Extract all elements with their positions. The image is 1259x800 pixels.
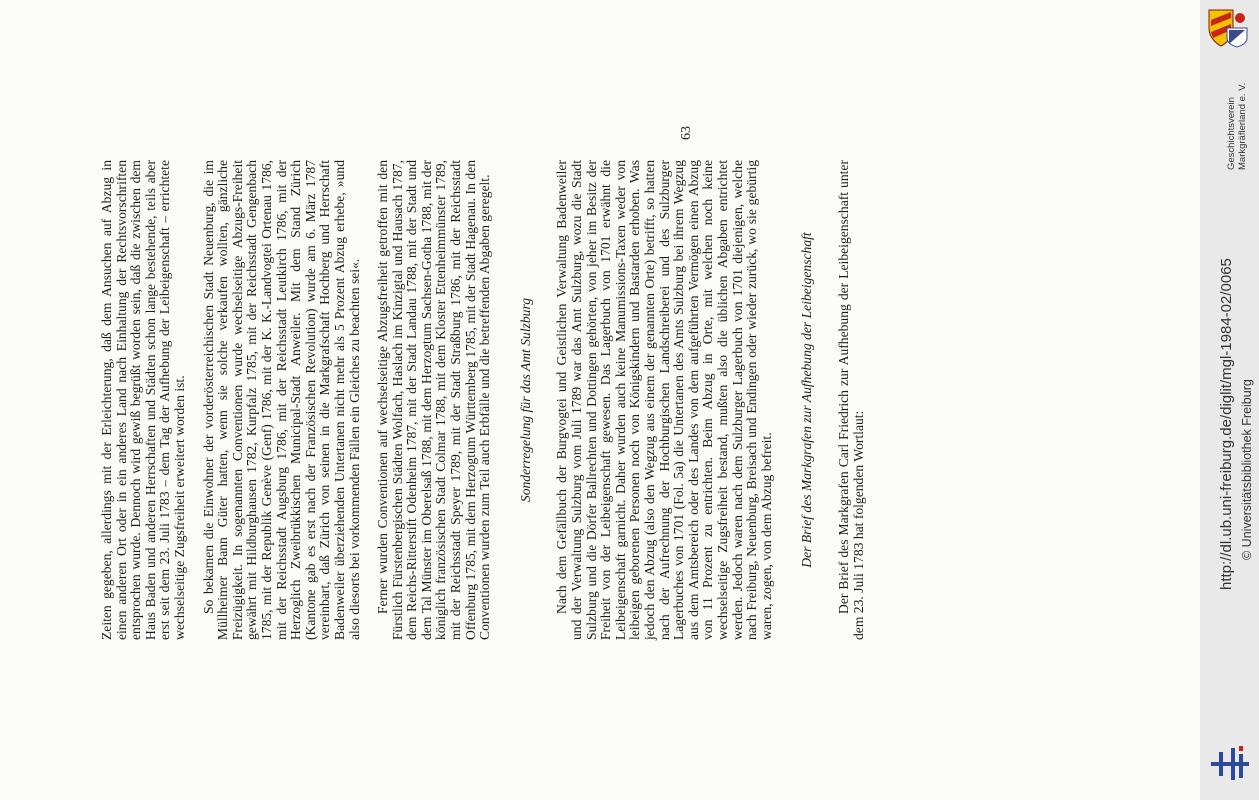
society-crest-icon (1207, 8, 1249, 48)
paragraph-2: So bekamen die Einwohner der vorderösterreichischen Stadt Neuenburg, die im Müllheimer Bann Güter hatten, wenn sie solche verkaufen wollten, gänzliche Freizügigkeit. In sogenannten Conventionen wurde wechselseitige Abzugs-Freiheit gewährt mit Hildburghausen 1782, Kurpfalz 1785, mit der Reichsstadt Gengenbach 1785, mit der Republik Genève (Genf) 1786, mit der K. K.-Landvogtei Ortenau 1786, mit der Reichsstadt Augsburg 1786, mit der Reichsstadt Leutkirch 1786, mit der Herzoglich Zweibrükkischen Municipal-Stadt Anweiler. Mit dem Stand Zürich (Kantone gab es erst nach der Französischen Revolution) wurde am 6. März 1787 vereinbart, daß Zürich von seinen in die Markgrafschaft Hochberg und Herrschaft Badenweiler überziehenden Untertanen nicht mehr als 5 Prozent Abzug erhebe, »und also diesorts bei vorkommenden Fällen ein Gleiches zu beachten sei«. (200, 160, 362, 640)
paragraph-3: Ferner wurden Conventionen auf wechselseitige Abzugsfreiheit getroffen mit den Fürstlich Fürstenbergischen Städten Wolfach, Haslach im Kinzigtal und Hausach 1787, dem Reichs-Ritterstift Odenheim 1787, mit der Stadt Landau 1788, mit der Stadt und dem Tal Münster im Oberelsaß 1788, mit dem Herzogtum Sachsen-Gotha 1788, mit der königlich französischen Stadt Colmar 1788, mit dem Kloster Ettenheimmünster 1789, mit der Reichsstadt Speyer 1789, mit der Stadt Straßburg 1786, mit der Reichsstadt Offenburg 1785, mit dem Herzogtum Württemberg 1785, mit der Stadt Hagenau. In den Conventionen wurden zum Teil auch Erbfälle und die betreffenden Abgaben geregelt. (375, 160, 493, 640)
heading-sulzburg: Sonderregelung für das Amt Sulzburg (517, 297, 533, 503)
library-logo-icon (1209, 742, 1251, 784)
source-url-link[interactable]: http://dl.ub.uni-freiburg.de/diglit/mgl-1984-02/0065 (1218, 258, 1235, 590)
paragraph-1: Zeiten gegeben, allerdings mit der Erleichterung, daß dem Ansuchen auf Abzug in einen anderen Ort oder in ein anderes Land nach Einhaltung der Rechtsvorschriften entsprochen wurde. Dennoch wird gewiß begrüßt worden sein, daß die zwischen dem Haus Baden und anderen Herrschaften und Städten schon lange bestehende, teils aber erst seit dem 23. Juli 1783 – dem Tag der Aufhebung der Leibeigenschaft – errichtete wechselseitige Zugsfreiheit erweitert worden ist. (99, 160, 187, 640)
paragraph-4: Nach dem Gefällbuch der Burgvogtei und Geistlichen Verwaltung Badenweiler und der Verwaltung Sulzburg vom Juli 1789 war das Amt Sulzburg, wozu die Stadt Sulzburg und die Dörfer Ballrechten und Dottingen gehörten, von jeher im Besitz der Freiheit von der Leibeigenschaft gewesen. Das Lagerbuch von 1701 erwähnt die Leibeigenschaft garnicht. Daher wurden auch keine Manumissions-Taxen weder von leibeigen geborenen Personen noch von Königskindern und Bastarden erhoben. Was jedoch den Abzug (also den Wegzug aus einem der genannten Orte) betrifft, so hatten nach der Aufrechnung der Hochburgischen Landschreiberei und des Sulzburger Lagerbuches von 1701 (Fol. 5a) die Untertanen des Amts Sulzburg bei ihrem Wegzug aus dem Amtsbereich oder des Landes von dem aufgeführten Vermögen einen Abzug von 11 Prozent zu entrichten. Beim Abzug in Orte, mit welchen noch keine wechselseitige Zugsfreiheit bestand, mußten also die üblichen Abgaben entrichtet werden. Jedoch waren nach dem Sulzburger Lagerbuch von 1701 diejenigen, welche nach Freiburg, Neuenburg, Breisach und Endingen oder wieder zurück, wo sie gebürtig waren, zogen, von dem Abzug befreit. (554, 160, 774, 640)
paragraph-5: Der Brief des Markgrafen Carl Friedrich zur Aufhebung der Leibeigenschaft unter dem 23. Juli 1783 hat folgenden Wortlaut: (835, 160, 866, 640)
rotated-text-block (100, 50, 1100, 750)
society-name-line1: Geschichtsverein (1226, 97, 1237, 170)
heading-brief: Der Brief des Markgrafen zur Aufhebung der Leibeigenschaft (799, 232, 815, 568)
text-column (100, 150, 1100, 750)
copyright-text: © Universitätsbibliothek Freiburg (1240, 379, 1254, 560)
society-name-line2: Markgräflerland e. V. (1237, 82, 1248, 170)
page-number: 63 (679, 126, 694, 140)
